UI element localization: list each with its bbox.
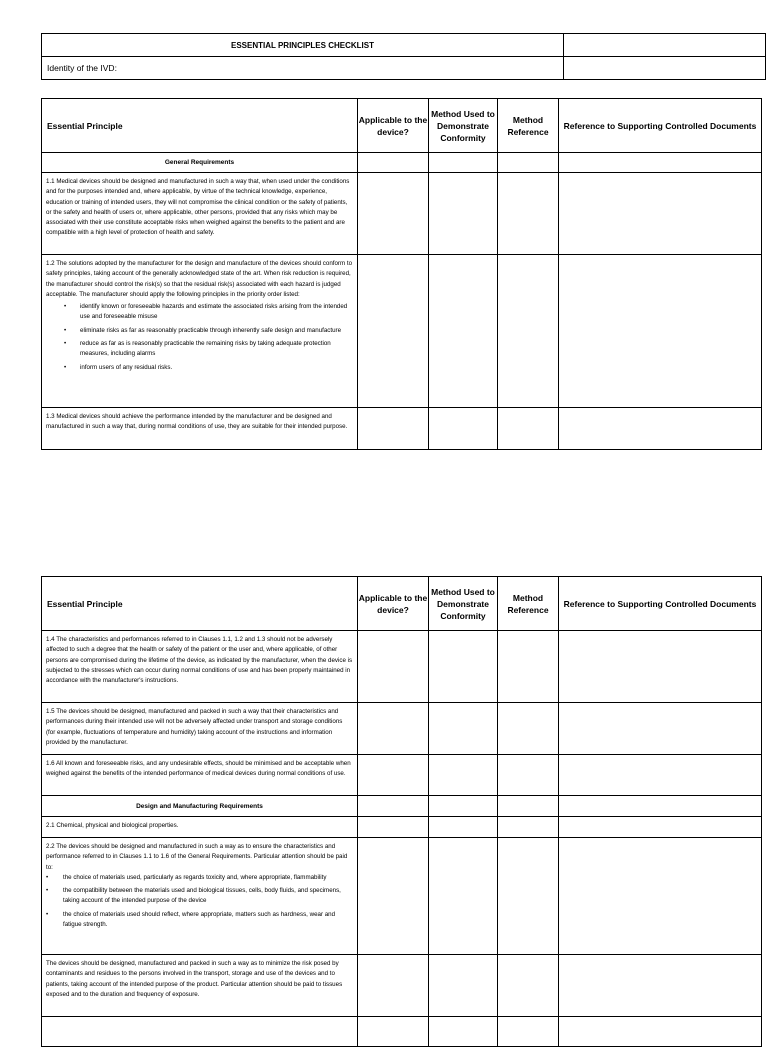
- table-row: [42, 838, 762, 955]
- principle-2-2: [42, 838, 358, 955]
- table-cell[interactable]: [358, 955, 429, 1017]
- column-header-method-reference: Method Reference: [498, 577, 559, 631]
- list-item: • reduce as far as is reasonably practicable the remaining risks by taking adequate protection measures, including alarms: [46, 339, 353, 360]
- checklist-header-table: [41, 33, 766, 80]
- table-cell[interactable]: [559, 173, 762, 255]
- column-header-method-used: Method Used to Demonstrate Conformity: [429, 577, 498, 631]
- principle-2-1: [42, 817, 358, 838]
- table-cell[interactable]: [358, 255, 429, 408]
- table-cell[interactable]: [358, 153, 429, 173]
- principle-bullet-list: [46, 302, 353, 373]
- column-header-method-reference: Method Reference: [498, 99, 559, 153]
- table-cell[interactable]: [429, 955, 498, 1017]
- table-cell[interactable]: [559, 1017, 762, 1047]
- table-cell[interactable]: [429, 817, 498, 838]
- table-row: [42, 817, 762, 838]
- table-row: [42, 631, 762, 703]
- table-cell[interactable]: [498, 796, 559, 817]
- table-cell[interactable]: [559, 838, 762, 955]
- table-cell[interactable]: [429, 408, 498, 450]
- principle-1-1: [42, 173, 358, 255]
- principle-bullet-list: [46, 873, 353, 930]
- column-header-applicable: Applicable to the device?: [358, 577, 429, 631]
- table-row: [42, 1017, 762, 1047]
- table-cell[interactable]: [559, 153, 762, 173]
- table-cell[interactable]: [358, 838, 429, 955]
- principle-1-5: [42, 703, 358, 755]
- list-item: • the choice of materials used, particularly as regards toxicity and, where appropriate, flammability: [46, 873, 353, 883]
- identity-value-cell[interactable]: [564, 57, 766, 80]
- principle-text: 1.3 Medical devices should achieve the performance intended by the manufacturer and be designed and manufactured in such a way that, during normal conditions of use, they are suitable for their intended purpose.: [46, 413, 348, 431]
- table-cell[interactable]: [559, 796, 762, 817]
- principle-text: 1.6 All known and foreseeable risks, and any undesirable effects, should be minimised and be acceptable when weighed against the benefits of the intended performance of medical devices during normal conditions of use.: [46, 760, 351, 778]
- table-cell[interactable]: [358, 173, 429, 255]
- table-cell[interactable]: [429, 796, 498, 817]
- table-cell[interactable]: [559, 408, 762, 450]
- principle-text: 1.1 Medical devices should be designed and manufactured in such a way that, when used under the conditions and for the purposes intended and, where applicable, by virtue of the technical knowledge, experience, education or training of intended users, they will not compromise the clinical condition or the safety of patients, or the safety and health of users or, where applicable, other persons, provided that any risks which may be associated with their use constitute acceptable risks when weighed against the benefits to the patient and are compatible with a high level of protection of health and safety.: [46, 178, 350, 237]
- principle-text: 2.1 Chemical, physical and biological properties.: [46, 822, 179, 829]
- table-cell[interactable]: [429, 173, 498, 255]
- checklist-title: ESSENTIAL PRINCIPLES CHECKLIST: [42, 34, 564, 57]
- table-cell[interactable]: [559, 255, 762, 408]
- table-cell[interactable]: [429, 153, 498, 173]
- table-cell[interactable]: [498, 153, 559, 173]
- section-general-requirements: General Requirements: [42, 153, 358, 173]
- table-cell[interactable]: [498, 703, 559, 755]
- principle-text: The devices should be designed, manufactured and packed in such a way as to minimize the risk posed by contaminants and residues to the persons involved in the transport, storage and use of the devices and to patients, taking account of the intended purpose of the product. Particular attention should be paid to tissues exposed and to the duration and frequency of exposure.: [46, 960, 343, 998]
- list-item: • the compatibility between the materials used and biological tissues, cells, body fluids, and specimens, taking account of the intended purpose of the device: [46, 886, 353, 907]
- principle-text: 1.5 The devices should be designed, manufactured and packed in such a way that their characteristics and performances during their intended use will not be adversely affected under transport and storage conditions (for example, fluctuations of temperature and humidity) taking account of the instructions and information provided by the manufacturer.: [46, 708, 343, 746]
- table-cell[interactable]: [358, 1017, 429, 1047]
- table-cell[interactable]: [498, 1017, 559, 1047]
- principle-text: 1.2 The solutions adopted by the manufacturer for the design and manufacture of the devices should conform to safety principles, taking account of the generally acknowledged state of the art. When risk reduction is required, the manufacturer should control the risk(s) so that the residual risk(s) associated with each hazard is judged acceptable. The manufacturer should apply the following principles in the priority order listed:: [46, 260, 353, 298]
- table-cell[interactable]: [429, 1017, 498, 1047]
- principle-text: 2.2 The devices should be designed and manufactured in such a way as to ensure the characteristics and performance referred to in Clauses 1.1 to 1.6 of the General Requirements. Particular attention should be paid to:: [46, 843, 348, 871]
- table-cell[interactable]: [559, 631, 762, 703]
- principle-1-6: [42, 755, 358, 796]
- list-item: • eliminate risks as far as reasonably practicable through inherently safe design and manufacture: [46, 326, 353, 336]
- table-cell[interactable]: [498, 817, 559, 838]
- table-cell[interactable]: [358, 408, 429, 450]
- principle-1-4: [42, 631, 358, 703]
- table-cell[interactable]: [358, 631, 429, 703]
- principles-table-2: [41, 576, 762, 1047]
- table-cell[interactable]: [498, 408, 559, 450]
- identity-label: Identity of the IVD:: [42, 57, 564, 80]
- table-cell[interactable]: [42, 1017, 358, 1047]
- table-cell[interactable]: [429, 631, 498, 703]
- table-cell[interactable]: [358, 755, 429, 796]
- table-cell[interactable]: [498, 955, 559, 1017]
- column-header-principle: Essential Principle: [42, 99, 358, 153]
- table-row: [42, 173, 762, 255]
- table-cell[interactable]: [559, 703, 762, 755]
- principle-1-3: [42, 408, 358, 450]
- column-header-reference-docs: Reference to Supporting Controlled Documents: [559, 577, 762, 631]
- principle-1-2: [42, 255, 358, 408]
- table-row: [42, 955, 762, 1017]
- table-cell[interactable]: [498, 631, 559, 703]
- table-cell[interactable]: [358, 703, 429, 755]
- table-cell[interactable]: [429, 838, 498, 955]
- list-item: • identify known or foreseeable hazards and estimate the associated risks arising from the intended use and foreseeable misuse: [46, 302, 353, 323]
- principle-text: 1.4 The characteristics and performances referred to in Clauses 1.1, 1.2 and 1.3 should not be adversely affected to such a degree that the health or safety of the patient or the user and, where applicable, of other persons are compromised during the lifetime of the device, as indicated by the manufacturer, when the device is subjected to the stresses which can occur during normal conditions of use and has been properly maintained in accordance with the manufacturer's instructions.: [46, 636, 353, 685]
- list-item: • inform users of any residual risks.: [46, 363, 353, 373]
- section-design-manufacturing: Design and Manufacturing Requirements: [42, 796, 358, 817]
- column-header-principle: Essential Principle: [42, 577, 358, 631]
- table-cell[interactable]: [559, 817, 762, 838]
- table-row: [42, 255, 762, 408]
- column-header-reference-docs: Reference to Supporting Controlled Documents: [559, 99, 762, 153]
- table-cell[interactable]: [358, 817, 429, 838]
- table-row: [42, 755, 762, 796]
- table-cell[interactable]: [559, 955, 762, 1017]
- table-cell[interactable]: [358, 796, 429, 817]
- table-cell[interactable]: [498, 255, 559, 408]
- table-cell[interactable]: [429, 255, 498, 408]
- table-row: [42, 408, 762, 450]
- checklist-title-value-cell[interactable]: [564, 34, 766, 57]
- table-cell[interactable]: [498, 173, 559, 255]
- table-cell[interactable]: [498, 838, 559, 955]
- table-cell[interactable]: [429, 703, 498, 755]
- list-item: • the choice of materials used should reflect, where appropriate, matters such as hardness, wear and fatigue strength.: [46, 910, 353, 931]
- principles-table-1: [41, 98, 762, 450]
- column-header-method-used: Method Used to Demonstrate Conformity: [429, 99, 498, 153]
- table-cell[interactable]: [498, 755, 559, 796]
- principle-2-3: [42, 955, 358, 1017]
- column-header-applicable: Applicable to the device?: [358, 99, 429, 153]
- table-cell[interactable]: [559, 755, 762, 796]
- table-cell[interactable]: [429, 755, 498, 796]
- table-row: [42, 703, 762, 755]
